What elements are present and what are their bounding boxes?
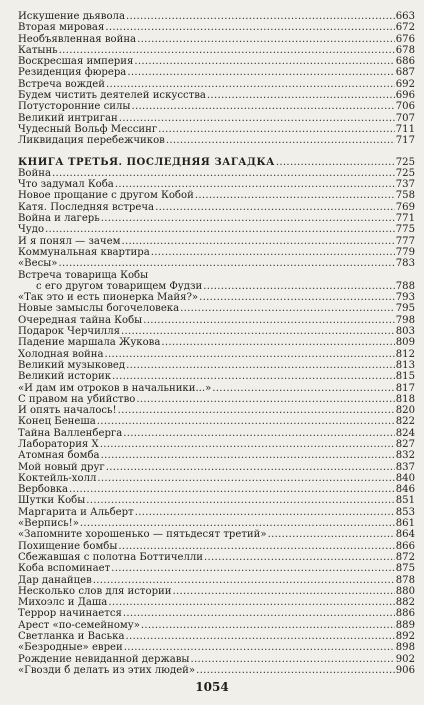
toc-entry — [18, 360, 415, 371]
entry-page: 815 — [395, 371, 415, 383]
toc-entry — [18, 586, 415, 597]
entry-title: Вторая мировая — [18, 22, 105, 34]
entry-page: 687 — [395, 67, 415, 79]
leader-dots — [199, 292, 395, 303]
entry-page: 725 — [395, 167, 415, 179]
entry-page: 676 — [395, 33, 415, 45]
entry-page: 832 — [395, 450, 415, 462]
entry-page: 706 — [395, 101, 415, 113]
entry-page: 886 — [395, 608, 415, 620]
toc-entry — [18, 631, 415, 642]
entry-page: 696 — [395, 90, 415, 102]
entry-title: Что задумал Коба — [18, 179, 114, 191]
leader-dots — [135, 507, 395, 518]
leader-dots — [101, 450, 395, 461]
entry-title: Будем чистить деятелей искусства — [18, 90, 206, 102]
leader-dots — [97, 473, 394, 484]
entry-title: Сбежавшая с полотна Боттичелли — [18, 551, 204, 563]
toc-entry — [18, 518, 415, 529]
entry-page: 783 — [395, 258, 415, 270]
toc-entry — [18, 349, 415, 360]
leader-dots — [97, 416, 395, 427]
toc-entry — [18, 168, 415, 179]
toc-entry — [18, 56, 415, 67]
entry-title: Падение маршала Жукова — [18, 337, 161, 349]
leader-dots — [268, 529, 395, 540]
toc-entry — [18, 213, 415, 224]
toc-entry — [18, 113, 415, 124]
entry-page: 758 — [395, 190, 415, 202]
entry-title: Похищение бомбы — [18, 540, 118, 552]
toc-entry — [18, 541, 415, 552]
toc-entry — [18, 473, 415, 484]
entry-title: Катя. Последняя встреча — [18, 201, 155, 213]
toc-entry — [18, 405, 415, 416]
toc-entry — [18, 67, 415, 78]
entry-title: Новые замыслы богочеловека — [18, 303, 180, 315]
entry-title: Война и лагерь — [18, 213, 100, 225]
entry-page: 813 — [395, 359, 415, 371]
toc-entry — [18, 416, 415, 427]
leader-dots — [126, 11, 395, 22]
toc-entry — [18, 337, 415, 348]
leader-dots — [123, 608, 395, 619]
entry-page: 769 — [395, 201, 415, 213]
toc-entry — [18, 620, 415, 631]
entry-title: Коктейль-холл — [18, 472, 97, 484]
leader-dots — [100, 439, 395, 450]
entry-title: Ликвидация перебежчиков — [18, 135, 165, 147]
entry-page: 663 — [395, 11, 415, 22]
entry-title: Холодная война — [18, 348, 104, 360]
entry-page: 878 — [395, 574, 415, 586]
toc-entry — [18, 529, 415, 540]
entry-title: Чудо — [18, 224, 45, 236]
toc-entry — [18, 224, 415, 235]
toc-entry — [18, 462, 415, 473]
entry-title: Конец Бенеша — [18, 416, 96, 428]
entry-title: «Запомните хорошенько — пятьдесят третий» — [18, 529, 267, 541]
heading-page: 725 — [395, 156, 415, 168]
toc-entry — [18, 22, 415, 33]
entry-title: Террор начинается — [18, 608, 122, 620]
leader-dots — [161, 337, 394, 348]
toc-entry — [18, 654, 415, 665]
toc-entry — [18, 450, 415, 461]
entry-title: Подарок Черчилля — [18, 326, 120, 338]
toc-entry — [18, 135, 415, 146]
entry-title: Михоэлс и Даша — [18, 597, 108, 609]
toc-entry — [18, 281, 415, 292]
entry-title: Рождение невиданной державы — [18, 653, 190, 665]
entry-title: Светланка и Васька — [18, 631, 125, 643]
entry-title: Лаборатория Х — [18, 438, 99, 450]
entry-page: 861 — [395, 518, 415, 530]
entry-title: И я понял — зачем — [18, 235, 121, 247]
leader-dots — [158, 124, 395, 135]
entry-page: 798 — [395, 314, 415, 326]
entry-title: Необъявленная война — [18, 33, 137, 45]
leader-dots — [112, 371, 395, 382]
toc-entry — [18, 439, 415, 450]
toc-entry — [18, 179, 415, 190]
leader-dots — [127, 67, 394, 78]
toc-entry — [18, 236, 415, 247]
heading-title: КНИГА ТРЕТЬЯ. ПОСЛЕДНЯЯ ЗАГАДКА — [18, 156, 275, 168]
leader-dots — [69, 484, 395, 495]
entry-page: 822 — [395, 416, 415, 428]
entry-page: 707 — [395, 112, 415, 124]
table-of-contents — [18, 11, 415, 676]
leader-dots — [173, 586, 395, 597]
toc-entry — [18, 383, 415, 394]
entry-title: «И дам им отроков в начальники...» — [18, 382, 212, 394]
toc-entry — [18, 428, 415, 439]
entry-page: 678 — [395, 44, 415, 56]
toc-entry — [18, 258, 415, 269]
leader-dots — [126, 631, 395, 642]
entry-page: 779 — [395, 246, 415, 258]
entry-title: Маргарита и Альберт — [18, 506, 134, 518]
entry-title: Шутки Кобы — [18, 495, 86, 507]
leader-dots — [86, 495, 394, 506]
toc-entry — [18, 597, 415, 608]
leader-dots — [212, 383, 394, 394]
entry-page: 692 — [395, 78, 415, 90]
entry-page: 711 — [395, 123, 415, 135]
entry-title: Очередная тайна Кобы — [18, 314, 143, 326]
entry-title: Великий музыковед — [18, 359, 126, 371]
leader-dots — [196, 665, 395, 676]
entry-page: 837 — [395, 461, 415, 473]
entry-title: Несколько слов для истории — [18, 585, 172, 597]
toc-entry — [18, 79, 415, 90]
leader-dots — [276, 157, 395, 168]
entry-page: 892 — [395, 631, 415, 643]
toc-entry — [18, 101, 415, 112]
entry-page: 737 — [395, 179, 415, 191]
toc-entry — [18, 124, 415, 135]
entry-title: Дар данайцев — [18, 574, 92, 586]
entry-page: 851 — [395, 495, 415, 507]
entry-page: 820 — [395, 405, 415, 417]
toc-entry — [18, 90, 415, 101]
entry-page: 846 — [395, 484, 415, 496]
entry-page: 880 — [395, 585, 415, 597]
entry-title: Воскресшая империя — [18, 56, 134, 68]
page-number: 1054 — [195, 680, 229, 694]
entry-title: «Безродные» евреи — [18, 642, 123, 654]
toc-section-part1 — [18, 11, 415, 147]
entry-page: 872 — [395, 551, 415, 563]
leader-dots — [101, 213, 395, 224]
entry-page: 906 — [395, 664, 415, 676]
leader-dots — [45, 224, 395, 235]
toc-entry — [18, 371, 415, 382]
entry-page: 686 — [395, 56, 415, 68]
leader-dots — [195, 190, 395, 201]
toc-entry — [18, 552, 415, 563]
leader-dots — [151, 247, 395, 258]
entry-title: Великий историк — [18, 371, 112, 383]
leader-dots — [141, 620, 395, 631]
toc-entry — [18, 326, 415, 337]
entry-page: 840 — [395, 472, 415, 484]
entry-page: 672 — [395, 22, 415, 34]
leader-dots — [105, 22, 394, 33]
entry-title: Резиденция фюрера — [18, 67, 127, 79]
leader-dots — [137, 34, 395, 45]
toc-entry — [18, 608, 415, 619]
entry-title: Коба вспоминает — [18, 563, 111, 575]
leader-dots — [124, 642, 395, 653]
leader-dots — [59, 45, 395, 56]
toc-entry — [18, 495, 415, 506]
entry-title: с его другом товарищем Фудзи — [36, 280, 203, 292]
leader-dots — [106, 79, 395, 90]
leader-dots — [131, 101, 394, 112]
toc-entry — [18, 394, 415, 405]
entry-title: Катынь — [18, 44, 58, 56]
toc-entry — [18, 315, 415, 326]
toc-entry — [18, 247, 415, 258]
leader-dots — [203, 281, 395, 292]
leader-dots — [119, 113, 395, 124]
leader-dots — [111, 563, 395, 574]
leader-dots — [155, 202, 395, 213]
entry-title: Война — [18, 167, 51, 179]
entry-title: Встреча вождей — [18, 78, 105, 90]
entry-title: Новое прощание с другом Кобой — [18, 190, 194, 202]
entry-title: «Верпись!» — [18, 518, 79, 530]
leader-dots — [126, 360, 395, 371]
toc-entry — [18, 484, 415, 495]
toc-entry — [18, 563, 415, 574]
entry-title: И опять началось! — [18, 405, 117, 417]
entry-page: 795 — [395, 303, 415, 315]
leader-dots — [166, 135, 395, 146]
entry-title: С правом на убийство — [18, 393, 136, 405]
toc-entry — [18, 575, 415, 586]
leader-dots — [105, 349, 395, 360]
toc-entry — [18, 190, 415, 201]
entry-page: 817 — [395, 382, 415, 394]
entry-title: Искушение дьявола — [18, 11, 125, 22]
toc-entry — [18, 11, 415, 22]
entry-page: 889 — [395, 619, 415, 631]
entry-title: Мой новый друг — [18, 461, 105, 473]
leader-dots — [180, 303, 395, 314]
toc-entry — [18, 292, 415, 303]
leader-dots — [58, 258, 394, 269]
leader-dots — [106, 462, 395, 473]
leader-dots — [118, 541, 394, 552]
leader-dots — [121, 236, 394, 247]
entry-page: 827 — [395, 438, 415, 450]
entry-page: 866 — [395, 540, 415, 552]
entry-page: 771 — [395, 213, 415, 225]
entry-title: «Весы» — [18, 258, 58, 270]
entry-title: Арест «по-семейному» — [18, 619, 140, 631]
entry-title: Атомная бомба — [18, 450, 100, 462]
leader-dots — [108, 597, 394, 608]
toc-entry — [18, 507, 415, 518]
leader-dots — [190, 654, 394, 665]
toc-entry — [18, 202, 415, 213]
entry-title: Чудесный Вольф Мессинг — [18, 123, 158, 135]
entry-page: 809 — [395, 337, 415, 349]
toc-entry — [18, 303, 415, 314]
entry-title: «Гвозди б делать из этих людей» — [18, 664, 196, 676]
entry-page: 882 — [395, 597, 415, 609]
entry-title: «Так это и есть пионерка Майя?» — [18, 292, 199, 304]
leader-dots — [93, 575, 395, 586]
entry-page: 818 — [395, 393, 415, 405]
entry-page: 902 — [395, 653, 415, 665]
leader-dots — [207, 90, 395, 101]
leader-dots — [123, 428, 395, 439]
leader-dots — [52, 168, 395, 179]
entry-page: 717 — [395, 135, 415, 147]
entry-page: 803 — [395, 326, 415, 338]
entry-title: Встреча товарища Кобы — [18, 269, 149, 281]
entry-title: Великий интриган — [18, 112, 118, 124]
toc-entry — [18, 665, 415, 676]
entry-page: 793 — [395, 292, 415, 304]
entry-page: 875 — [395, 563, 415, 575]
toc-heading — [18, 157, 415, 168]
entry-page: 898 — [395, 642, 415, 654]
toc-entry — [18, 45, 415, 56]
entry-page: 775 — [395, 224, 415, 236]
entry-page: 824 — [395, 427, 415, 439]
leader-dots — [204, 552, 395, 563]
toc-section-part3 — [18, 168, 415, 676]
entry-title: Тайна Валленберга — [18, 427, 123, 439]
toc-entry — [18, 34, 415, 45]
leader-dots — [143, 315, 395, 326]
entry-title: Коммунальная квартира — [18, 246, 150, 258]
leader-dots — [118, 405, 395, 416]
leader-dots — [136, 394, 394, 405]
entry-page: 853 — [395, 506, 415, 518]
leader-dots — [115, 179, 395, 190]
entry-title: Потусторонние силы — [18, 101, 131, 113]
entry-page: 777 — [395, 235, 415, 247]
entry-page: 812 — [395, 348, 415, 360]
leader-dots — [80, 518, 395, 529]
leader-dots — [121, 326, 395, 337]
leader-dots — [134, 56, 394, 67]
entry-title: Вербовка — [18, 484, 69, 496]
entry-page: 788 — [395, 280, 415, 292]
toc-entry — [18, 270, 415, 281]
toc-entry — [18, 642, 415, 653]
entry-page: 864 — [395, 529, 415, 541]
